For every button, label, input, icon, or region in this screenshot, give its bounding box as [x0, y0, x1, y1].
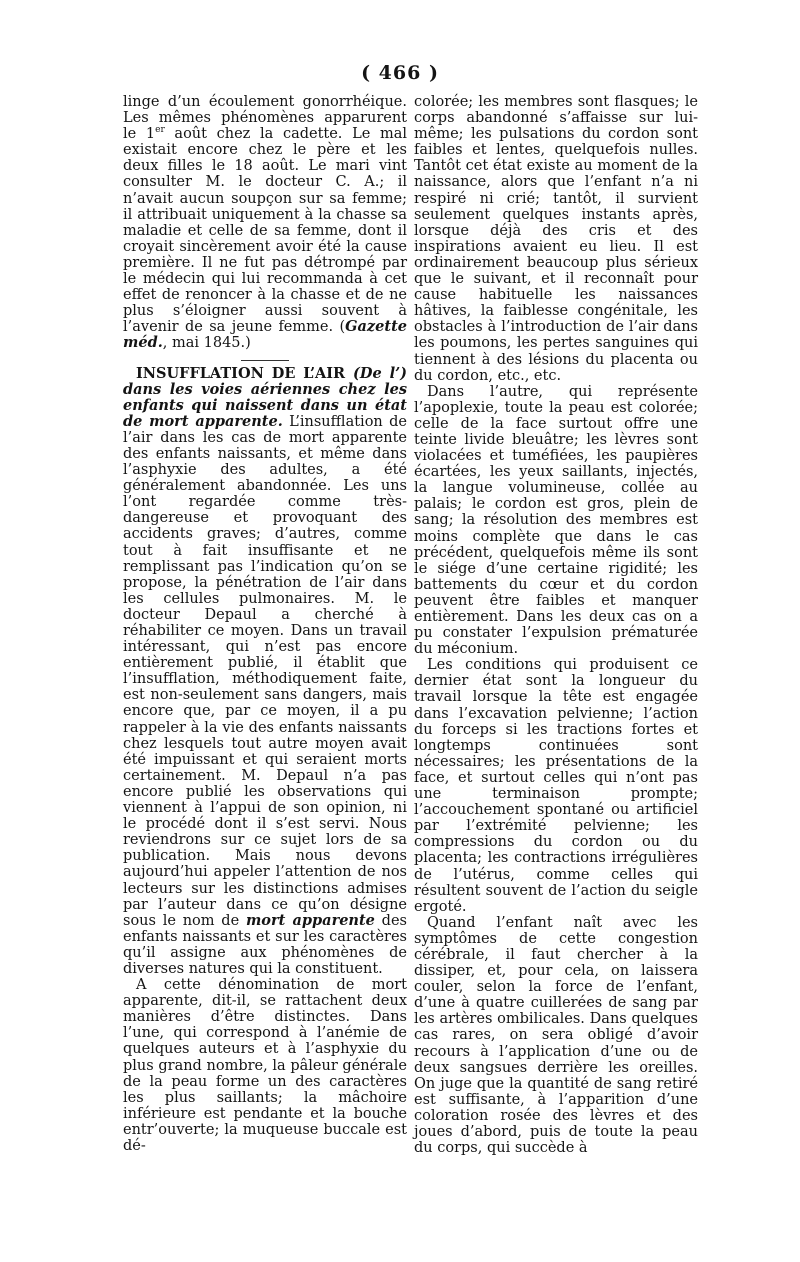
article-subtitle: (De l’) dans les voies aériennes chez les enfants qui naissent dans un état de mort apparente. — [123, 364, 407, 430]
left-column — [123, 94, 407, 1154]
citation-journal: Gazette méd. — [123, 318, 407, 352]
paragraph-gonorrhea-case: linge d’un écoulement gonorrhéique. Les mêmes phénomènes apparurent le 1er août chez la cadette. Le mal existait encore chez le père et les deux filles le 18 août. Le mari vint consulter M. le docteur C. A.; il n’avait aucun soupçon sur sa femme; il attribuait uniquement à la chasse sa maladie et celle de sa femme, dont il croyait sincèrement avoir été la cause première. Il ne fut pas détrompé par le médecin qui lui recommanda à cet effet de renoncer à la chasse et de ne plus s’éloigner aussi souvent à l’avenir de sa jeune femme. (Gazette méd., mai 1845.) — [123, 94, 407, 352]
paragraph-anemia-continued: colorée; les membres sont flasques; le corps abandonné s’affaisse sur lui-même; les pulsations du cordon sont faibles et lentes, quelquefois nulles. Tantôt cet état existe au moment de la naissance, alors que l’enfant n’a ni respiré ni crié; tantôt, il survient seulement quelques instants après, lorsque déjà des cris et des inspirations avaient eu lieu. Il est ordinairement beaucoup plus sérieux que le suivant, et il reconnaît pour cause habituelle les naissances hâtives, la faiblesse congénitale, les obstacles à l’introduction de l’air dans les poumons, les pertes sanguines qui tiennent à des lésions du placenta ou du cordon, etc., etc. — [414, 94, 698, 384]
page-number: ( 466 ) — [361, 62, 439, 84]
section-divider — [241, 360, 289, 361]
paragraph-two-states: A cette dénomination de mort apparente, dit-il, se rattachent deux manières d’être distinctes. Dans l’une, qui correspond à l’anémie de quelques auteurs et à l’asphyxie du plus grand nombre, la pâleur générale de la peau forme un des caractères les plus saillants; la mâchoire inférieure est pendante et la bouche entr’ouverte; la muqueuse buccale est dé- — [123, 977, 407, 1154]
right-column — [414, 94, 698, 1156]
paragraph-apoplexy: Dans l’autre, qui représente l’apoplexie, toute la peau est colorée; celle de la face surtout offre une teinte livide bleuâtre; les lèvres sont violacées et tuméfiées, les paupières écartées, les yeux saillants, injectés, la langue volumineuse, collée au palais; le cordon est gros, plein de sang; la résolution des membres est moins complète que dans le cas précédent, quelquefois même ils sont le siége d’une certaine rigidité; les battements du cœur et du cordon peuvent être faibles et manquer entièrement. Dans les deux cas on a pu constater l’expulsion prématurée du méconium. — [414, 383, 698, 658]
article-insufflation: INSUFFLATION DE L’AIR (De l’) dans les voies aériennes chez les enfants qui naissent dans un état de mort apparente. L’insufflation de l’air dans les cas de mort apparente des enfants naissants, et même dans l’asphyxie des adultes, a été généralement abandonnée. Les uns l’ont regardée comme très-dangereuse et provoquant des accidents graves; d’autres, comme tout à fait insuffisante et ne remplissant pas l’indication qu’on se propose, la pénétration de l’air dans les cellules pulmonaires. M. le docteur Depaul a cherché à réhabiliter ce moyen. Dans un travail intéressant, qui n’est pas encore entièrement publié, il établit que l’insufflation, méthodiquement faite, est non-seulement sans dangers, mais encore que, par ce moyen, il a pu rappeler à la vie des enfants naissants chez lesquels tout autre moyen avait été impuissant et qui seraient morts certainement. M. Depaul n’a pas encore publié les observations qui viennent à l’appui de son opinion, ni le procédé dont il s’est servi. Nous reviendrons sur ce sujet lors de sa publication. Mais nous devons aujourd’hui appeler l’attention de nos lecteurs sur les distinctions admises par l’auteur dans ce qu’on désigne sous le nom de mort apparente des enfants naissants et sur les caractères qu’il assigne aux phénomènes de diverses natures qui la constituent. — [123, 364, 407, 977]
article-heading: INSUFFLATION DE L’AIR — [136, 364, 346, 382]
paragraph-treatment: Quand l’enfant naît avec les symptômes de cette congestion cérébrale, il faut chercher à la dissiper, et, pour cela, on laissera couler, selon la force de l’enfant, d’une à quatre cuillerées de sang par les artères ombilicales. Dans quelques cas rares, on sera obligé d’avoir recours à l’application d’une ou de deux sangsues derrière les oreilles. On juge que la quantité de sang retiré est suffisante, à l’apparition d’une coloration rosée des lèvres et des joues d’abord, puis de toute la peau du corps, qui succède à — [414, 914, 698, 1157]
paragraph-conditions: Les conditions qui produisent ce dernier état sont la longueur du travail lorsque la tête est engagée dans l’excavation pelvienne; l’action du forceps si les tractions fortes et longtemps continuées sont nécessaires; les présentations de la face, et surtout celles qui n’ont pas une terminaison prompte; l’accouchement spontané ou artificiel par l’extrémité pelvienne; les compressions du cordon ou du placenta; les contractions irrégulières de l’utérus, comme celles qui résultent souvent de l’action du seigle ergoté. — [414, 657, 698, 915]
term-mort-apparente: mort apparente — [245, 911, 375, 929]
